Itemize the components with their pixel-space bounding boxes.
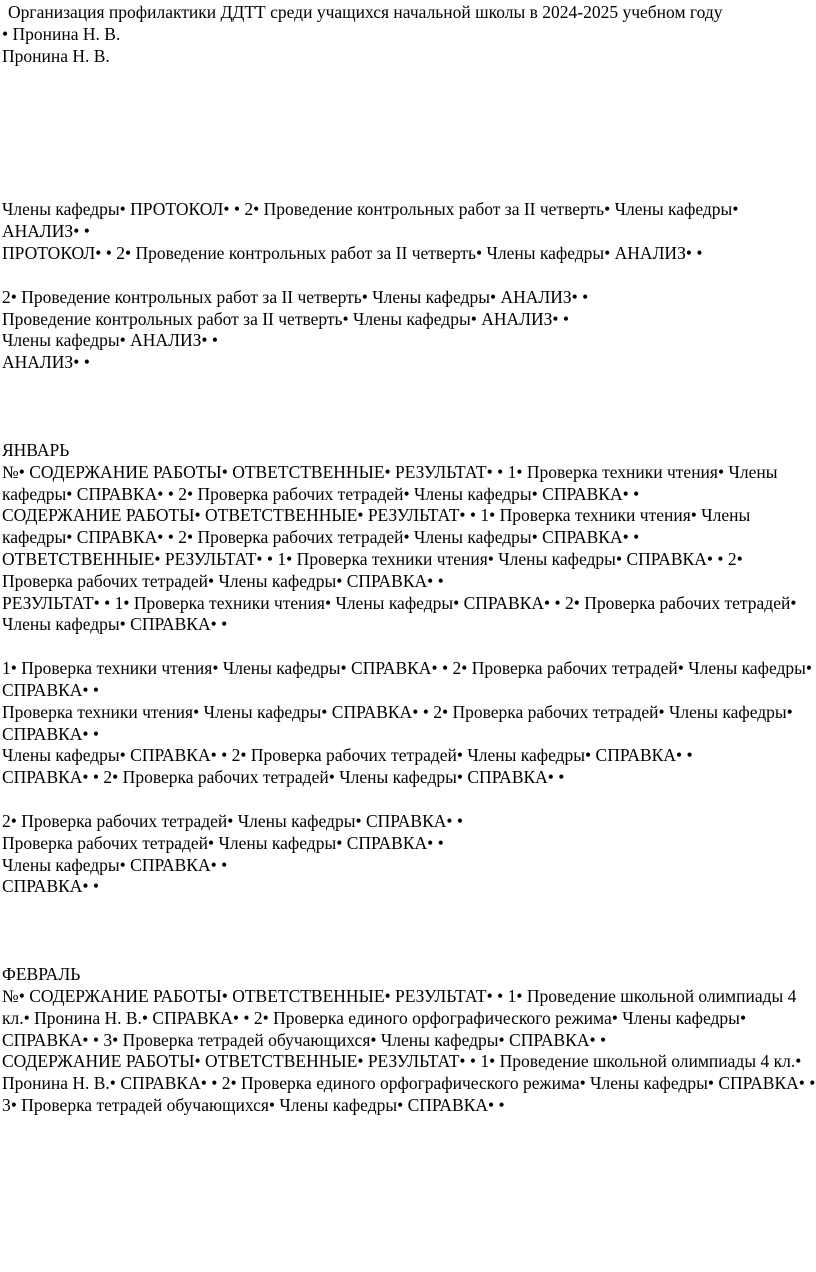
february-header-line: №• СОДЕРЖАНИЕ РАБОТЫ• ОТВЕТСТВЕННЫЕ• РЕЗУЛЬТАТ• • 1• Проведение школьной олимпиады 4 кл.• Пронина Н. В.• СПРАВКА• • 2• Проверка единого орфографического режима• Члены кафедры• СПРАВКА• • 3• Проверка тетрадей обучающихся• Члены кафедры• СПРАВКА• • xyxy=(2,985,797,1050)
spacer xyxy=(0,265,816,287)
january-row-line: Члены кафедры• СПРАВКА• • 2• Проверка рабочих тетрадей• Члены кафедры• СПРАВКА• • xyxy=(2,745,693,766)
spacer xyxy=(0,898,816,964)
protocol-line: Члены кафедры• ПРОТОКОЛ• • 2• Проведение контрольных работ за II четверть• Члены кафедры• АНАЛИЗ• • xyxy=(2,199,739,242)
january-second-line: Члены кафедры• СПРАВКА• • xyxy=(2,854,228,875)
january-row-line: 1• Проверка техники чтения• Члены кафедры• СПРАВКА• • 2• Проверка рабочих тетрадей• Члены кафедры• СПРАВКА• • xyxy=(2,658,813,700)
author-name: Пронина Н. В. xyxy=(2,45,110,66)
analysis-line: Члены кафедры• АНАЛИЗ• • xyxy=(2,330,218,351)
document-page xyxy=(0,2,816,1117)
spacer xyxy=(0,67,816,199)
spacer xyxy=(0,636,816,658)
january-second-line: 2• Проверка рабочих тетрадей• Члены кафедры• СПРАВКА• • xyxy=(2,810,464,831)
spacer xyxy=(0,789,816,811)
february-heading: ФЕВРАЛЬ xyxy=(2,964,81,985)
january-row-line: СПРАВКА• • 2• Проверка рабочих тетрадей• Члены кафедры• СПРАВКА• • xyxy=(2,767,565,788)
january-heading: ЯНВАРЬ xyxy=(2,439,70,460)
analysis-line: Проведение контрольных работ за II четверть• Члены кафедры• АНАЛИЗ• • xyxy=(2,308,570,329)
january-header-line: СОДЕРЖАНИЕ РАБОТЫ• ОТВЕТСТВЕННЫЕ• РЕЗУЛЬТАТ• • 1• Проверка техники чтения• Члены кафедры• СПРАВКА• • 2• Проверка рабочих тетрадей• Члены кафедры• СПРАВКА• • xyxy=(2,505,751,548)
january-header-line: №• СОДЕРЖАНИЕ РАБОТЫ• ОТВЕТСТВЕННЫЕ• РЕЗУЛЬТАТ• • 1• Проверка техники чтения• Члены кафедры• СПРАВКА• • 2• Проверка рабочих тетрадей• Члены кафедры• СПРАВКА• • xyxy=(2,461,778,504)
january-header-line: ОТВЕТСТВЕННЫЕ• РЕЗУЛЬТАТ• • 1• Проверка техники чтения• Члены кафедры• СПРАВКА• • 2• Проверка рабочих тетрадей• Члены кафедры• СПРАВКА• • xyxy=(2,548,743,591)
january-second-line: СПРАВКА• • xyxy=(2,876,100,897)
january-second-line: Проверка рабочих тетрадей• Члены кафедры• СПРАВКА• • xyxy=(2,832,444,853)
protocol-line: ПРОТОКОЛ• • 2• Проведение контрольных работ за II четверть• Члены кафедры• АНАЛИЗ• • xyxy=(2,242,703,263)
analysis-line: 2• Проведение контрольных работ за II четверть• Члены кафедры• АНАЛИЗ• • xyxy=(2,286,589,307)
analysis-line: АНАЛИЗ• • xyxy=(2,352,90,373)
spacer xyxy=(0,374,816,440)
february-header-line: СОДЕРЖАНИЕ РАБОТЫ• ОТВЕТСТВЕННЫЕ• РЕЗУЛЬТАТ• • 1• Проведение школьной олимпиады 4 кл.• Пронина Н. В.• СПРАВКА• • 2• Проверка единого орфографического режима• Члены кафедры• СПРАВКА• • 3• Проверка тетрадей обучающихся• Члены кафедры• СПРАВКА• • xyxy=(2,1051,816,1115)
document-title: Организация профилактики ДДТТ среди учащихся начальной школы в 2024-2025 учебном году xyxy=(8,2,723,22)
author-bulleted: • Пронина Н. В. xyxy=(2,23,121,44)
january-header-line: РЕЗУЛЬТАТ• • 1• Проверка техники чтения• Члены кафедры• СПРАВКА• • 2• Проверка рабочих тетрадей• Члены кафедры• СПРАВКА• • xyxy=(2,592,797,635)
january-row-line: Проверка техники чтения• Члены кафедры• СПРАВКА• • 2• Проверка рабочих тетрадей• Члены кафедры• СПРАВКА• • xyxy=(2,701,793,744)
